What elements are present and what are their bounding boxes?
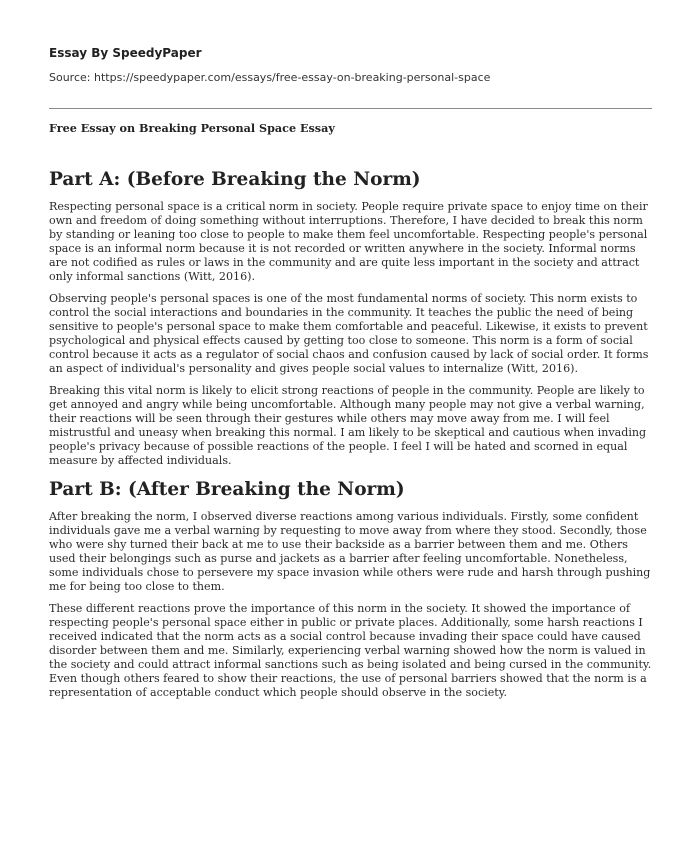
document-title: Free Essay on Breaking Personal Space Essay — [49, 121, 335, 135]
page-header — [49, 46, 659, 84]
paragraph: Breaking this vital norm is likely to elicit strong reactions of people in the community. People are likely to get annoyed and angry while being uncomfortable. Although many people may not give a verbal warning, their reactions will be seen through their gestures while others may move away from me. I will feel mistrustful and uneasy when breaking this normal. I am likely to be skeptical and cautious when invading people's privacy because of possible reactions of the people. I feel I will be hated and scorned in equal measure by affected individuals. — [49, 384, 647, 467]
paragraph: After breaking the norm, I observed diverse reactions among various individuals. Firstly, some confident individuals gave me a verbal warning by requesting to move away from where they stood. Secondly, those who were shy turned their back at me to use their backside as a barrier between them and me. Others used their belongings such as purse and jackets as a barrier after feeling uncomfortable. Nonetheless, some individuals chose to persevere my space invasion while others were rude and harsh through pushing me for being too close to them. — [49, 510, 651, 593]
section-heading-part-a: Part A: (Before Breaking the Norm) — [49, 169, 421, 190]
paragraph: These different reactions prove the importance of this norm in the society. It showed the importance of respecting people's personal space either in public or private places. Additionally, some harsh reactions I received indicated that the norm acts as a social control because invading their space could have caused disorder between them and me. Similarly, experiencing verbal warning showed how the norm is valued in the society and could attract informal sanctions such as being isolated and being cursed in the community. Even though others feared to show their reactions, the use of personal barriers showed that the norm is a representation of acceptable conduct which people should observe in the society. — [49, 602, 652, 699]
header-divider — [49, 108, 652, 109]
essay-body — [49, 168, 654, 708]
paragraph: Observing people's personal spaces is one of the most fundamental norms of society. This norm exists to control the social interactions and boundaries in the community. It teaches the public the need of being sensitive to people's personal space to make them comfortable and peaceful. Likewise, it exists to prevent psychological and physical effects caused by getting too close to someone. This norm is a form of social control because it acts as a regulator of social chaos and confusion caused by lack of social order. It forms an aspect of individual's personality and gives people social values to internalize (Witt, 2016). — [49, 292, 649, 375]
brand-label: Essay By SpeedyPaper — [49, 46, 202, 60]
source-line: Source: https://speedypaper.com/essays/free-essay-on-breaking-personal-space — [49, 71, 491, 84]
section-heading-part-b: Part B: (After Breaking the Norm) — [49, 479, 405, 500]
paragraph: Respecting personal space is a critical norm in society. People require private space to enjoy time on their own and freedom of doing something without interruptions. Therefore, I have decided to break this norm by standing or leaning too close to people to make them feel uncomfortable. Respecting people's personal space is an informal norm because it is not recorded or written anywhere in the society. Informal norms are not codified as rules or laws in the community and are quite less important in the society and attract only informal sanctions (Witt, 2016). — [49, 200, 648, 283]
